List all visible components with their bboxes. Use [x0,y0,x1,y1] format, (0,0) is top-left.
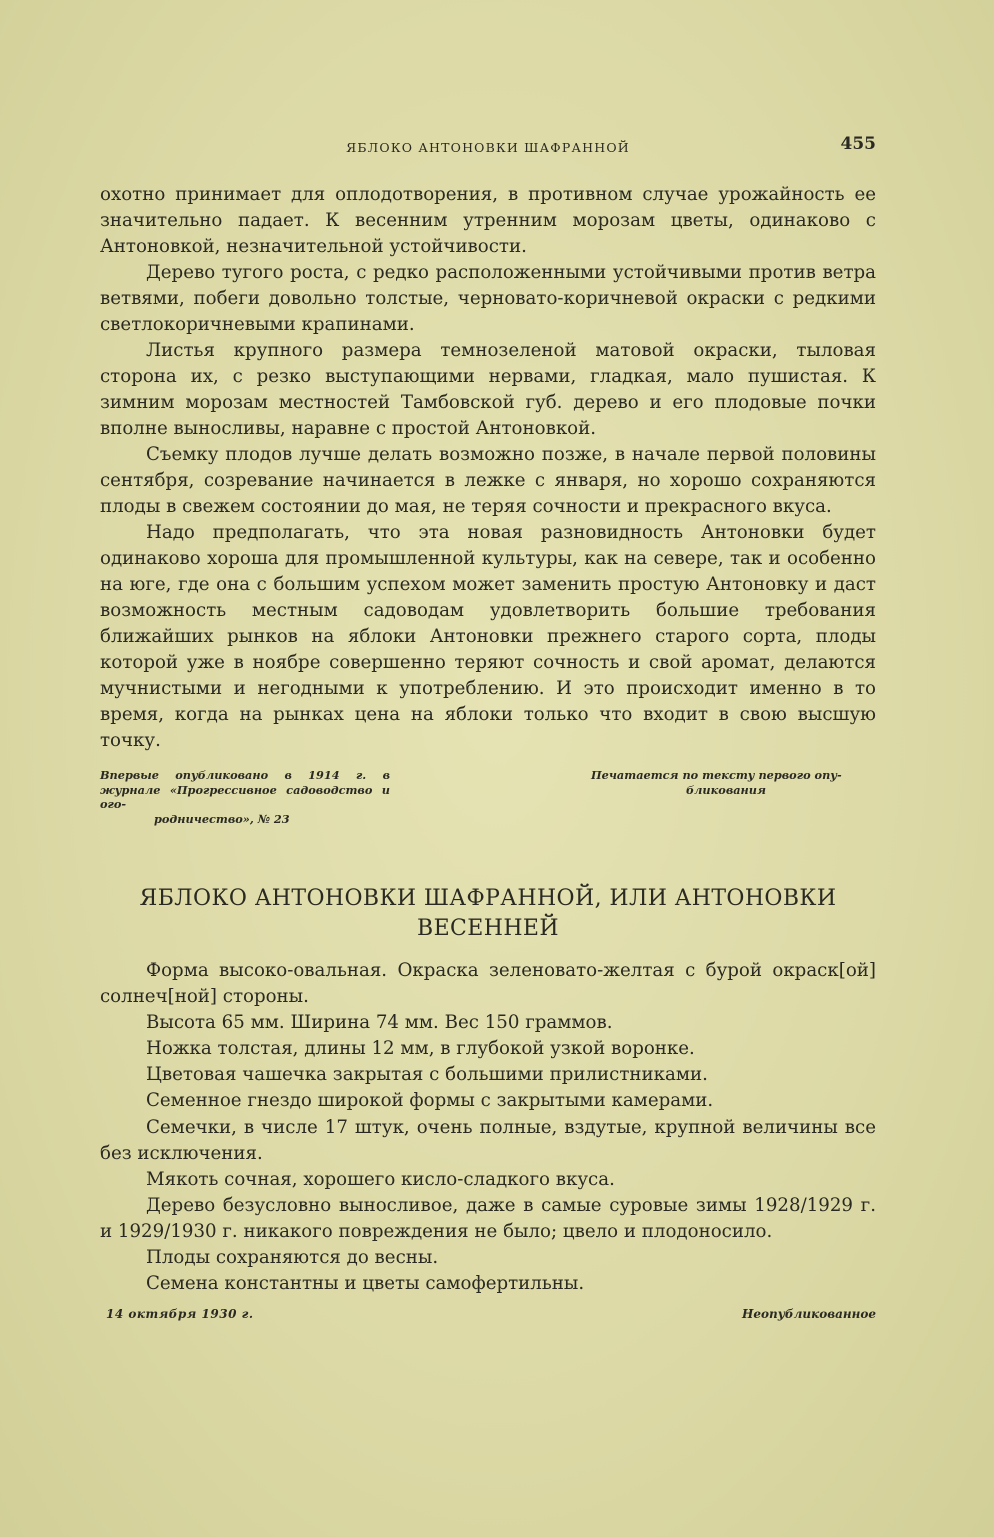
section-paragraph: Форма высоко-овальная. Окраска зеленовато-желтая с бурой окраск[ой] солнеч[ной] стороны. [100,960,876,1008]
first-published-note-end: родничество», № 23 [154,811,290,826]
body-paragraph: Листья крупного размера темнозеленой матовой окраски, тыловая сторона их, с резко выступающими нервами, гладкая, мало пушистая. К зимним морозам местностей Тамбовской губ. дерево и его плодовые почки вполне выносливы, наравне с простой Антоновкой. [100,340,876,439]
source-text-note [591,768,876,826]
section-paragraph: Высота 65 мм. Ширина 74 мм. Вес 150 граммов. [146,1012,613,1034]
section-title-line: ВЕСЕННЕЙ [417,916,559,941]
publication-status: Неопубликованное [742,1307,876,1322]
section-paragraph: Семена константны и цветы самофертильны. [146,1273,585,1295]
section-title-line: ЯБЛОКО АНТОНОВКИ ШАФРАННОЙ, ИЛИ АНТОНОВКИ [139,886,837,911]
running-header [100,132,876,158]
body-paragraph: Надо предполагать, что эта новая разновидность Антоновки будет одинаково хороша для промышленной культуры, как на севере, так и особенно на юге, где она с большим успехом может заменить простую Антоновку и даст возможность местным садоводам удовлетворить большие требования ближайших рынков на яблоки Антоновки прежнего старого сорта, плоды которой уже в ноябре совершенно теряют сочность и свой аромат, делаются мучнистыми и негодными к употреблению. И это происходит именно в то время, когда на рынках цена на яблоки только что входит в свою высшую точку. [100,522,876,751]
article-continuation [100,182,876,754]
section-body [100,958,876,1297]
running-title: ЯБЛОКО АНТОНОВКИ ШАФРАННОЙ [346,140,630,155]
section-footer [100,1307,876,1321]
section-paragraph: Ножка толстая, длины 12 мм, в глубокой узкой воронке. [146,1038,695,1060]
source-text-note-text: Печатается по тексту первого опу- [591,768,842,782]
section-paragraph: Мякоть сочная, хорошего кисло-сладкого вкуса. [146,1168,615,1190]
section-paragraph: Семечки, в числе 17 штук, очень полные, вздутые, крупной величины все без исключения. [100,1116,876,1164]
source-text-note-end: бликования [686,782,766,797]
section-paragraph: Плоды сохраняются до весны. [146,1247,439,1269]
section-title [100,884,876,944]
book-page [100,130,876,1321]
first-published-note [100,768,390,826]
section-paragraph: Дерево безусловно выносливое, даже в самые суровые зимы 1928/1929 г. и 1929/1930 г. никакого повреждения не было; цвело и плодоносило. [100,1194,876,1242]
body-paragraph: Съемку плодов лучше делать возможно позже, в начале первой половины сентября, созревание начинается в лежке с января, но хорошо сохраняются плоды в свежем состоянии до мая, не теряя сочности и прекрасного вкуса. [100,444,876,517]
section-paragraph: Семенное гнездо широкой формы с закрытыми камерами. [146,1090,714,1112]
section-paragraph: Цветовая чашечка закрытая с большими прилистниками. [146,1064,708,1086]
written-date: 14 октября 1930 г. [106,1307,254,1322]
publication-notes [100,768,876,826]
first-published-note-text: Впервые опубликовано в 1914 г. в журнале «Прогрессивное садоводство и ого- [100,768,390,811]
page-number: 455 [840,134,876,154]
body-paragraph: Дерево тугого роста, с редко расположенными устойчивыми против ветра ветвями, побеги довольно толстые, черновато-коричневой окраски с редкими светлокоричневыми крапинами. [100,262,876,335]
body-paragraph: охотно принимает для оплодотворения, в противном случае урожайность ее значительно падает. К весенним утренним морозам цветы, одинаково с Антоновкой, незначительной устойчивости. [100,184,876,257]
